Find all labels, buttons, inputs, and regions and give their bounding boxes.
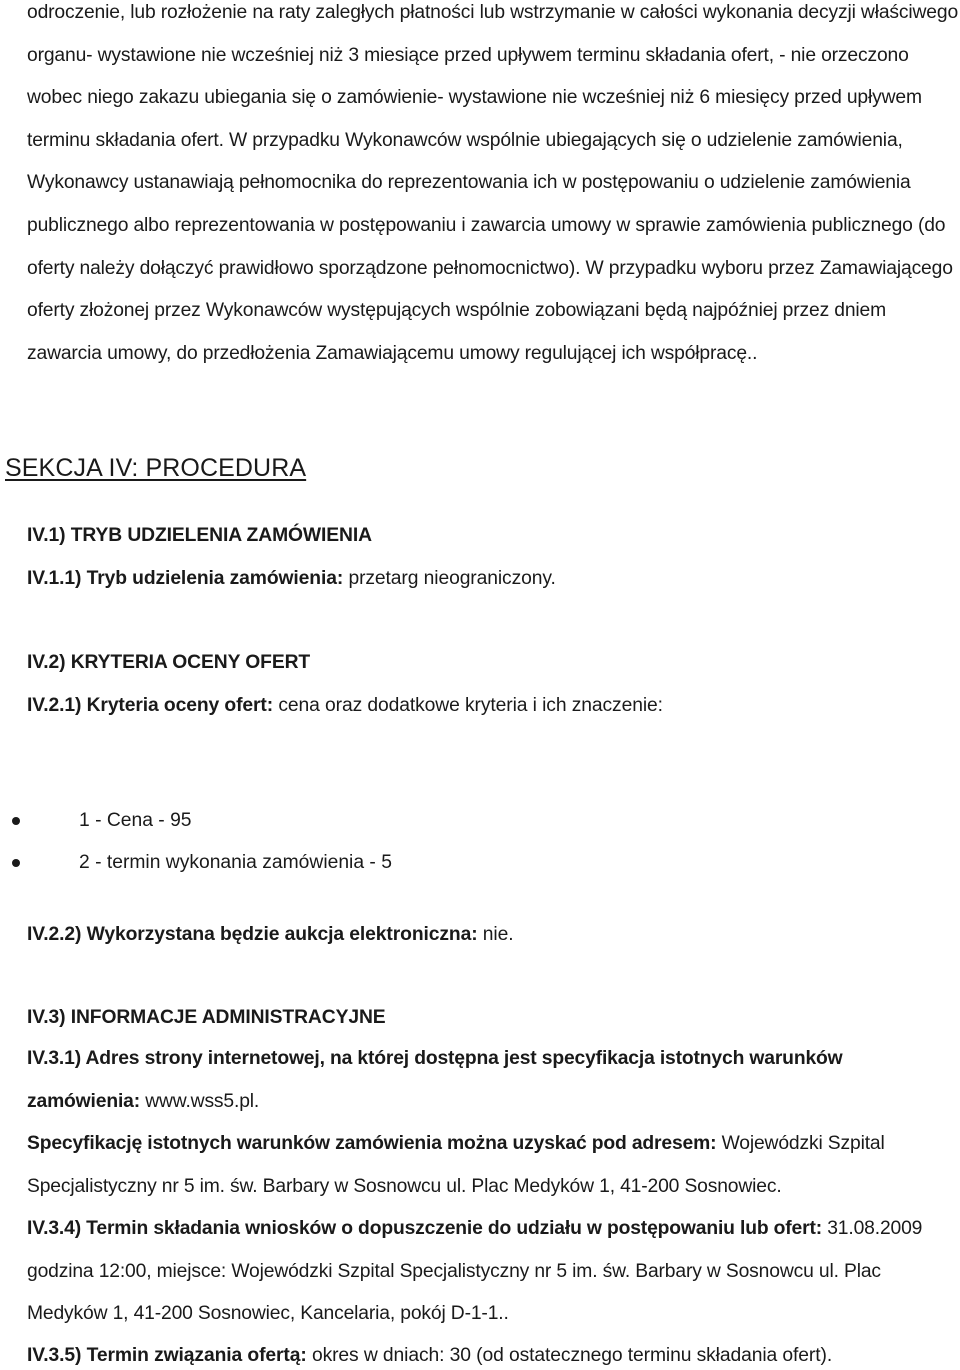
iv3-4-value: 31.08.2009 godzina 12:00, miejsce: Wojewódzki Szpital Specjalistyczny nr 5 im. św. Barbary w Sosnowcu ul. Plac Medyków 1, 41-200 Sosnowiec, Kancelaria, pokój D-1-1..	[27, 1218, 923, 1325]
iv3-heading	[27, 1004, 386, 1032]
section-title: SEKCJA IV: PROCEDURA	[5, 454, 307, 482]
list-item	[0, 842, 392, 884]
iv1-heading	[27, 522, 372, 550]
iv3-5-line	[27, 1342, 832, 1370]
iv3-4-label: IV.3.4) Termin składania wniosków o dopuszczenie do udziału w postępowaniu lub ofert:	[27, 1218, 823, 1239]
iv3-1-value: www.wss5.pl.	[140, 1090, 260, 1112]
specification-block	[27, 1123, 959, 1208]
iv1-heading-text: IV.1) TRYB UDZIELENIA ZAMÓWIENIA	[27, 525, 372, 546]
iv3-4-block	[27, 1208, 959, 1336]
iv3-5-value: okres w dniach: 30 (od ostatecznego terminu składania ofert).	[306, 1345, 833, 1366]
iv1-1-line	[27, 565, 556, 593]
criterion-text: 1 - Cena - 95	[79, 810, 192, 831]
bullet-icon	[12, 817, 20, 825]
criterion-text: 2 - termin wykonania zamówienia - 5	[79, 851, 392, 873]
specification-label: Specyfikację istotnych warunków zamówienia można uzyskać pod adresem:	[27, 1133, 717, 1154]
iv1-1-value: przetarg nieograniczony.	[343, 568, 556, 589]
iv2-heading-text: IV.2) KRYTERIA OCENY OFERT	[27, 652, 311, 673]
iv2-1-label: IV.2.1) Kryteria oceny ofert:	[27, 695, 274, 716]
criteria-list	[0, 800, 392, 883]
iv3-heading-text: IV.3) INFORMACJE ADMINISTRACYJNE	[27, 1007, 386, 1028]
iv2-2-line	[27, 921, 514, 949]
iv2-1-value: cena oraz dodatkowe kryteria i ich znaczenie:	[273, 695, 663, 716]
iv3-1-label: IV.3.1) Adres strony internetowej, na której dostępna jest specyfikacja istotnych warunków zamówienia:	[27, 1048, 843, 1112]
iv3-1-block	[27, 1038, 959, 1123]
list-item	[0, 800, 392, 842]
iv2-heading	[27, 649, 310, 677]
specification-value: Wojewódzki Szpital Specjalistyczny nr 5 im. św. Barbary w Sosnowcu ul. Plac Medyków 1, 41-200 Sosnowiec.	[27, 1133, 885, 1197]
intro-paragraph: odroczenie, lub rozłożenie na raty zaległych płatności lub wstrzymanie w całości wykonania decyzji właściwego organu- wystawione nie wcześniej niż 3 miesiące przed upływem terminu składania ofert, - nie orzeczono wobec niego zakazu ubiegania się o zamówienie- wystawione nie wcześniej niż 6 miesięcy przed upływem terminu składania ofert. W przypadku Wykonawców wspólnie ubiegających się o udzielenie zamówienia, Wykonawcy ustanawiają pełnomocnika do reprezentowania ich w postępowaniu o udzielenie zamówienia publicznego albo reprezentowania w postępowaniu i zawarcia umowy w sprawie zamówienia publicznego (do oferty należy dołączyć prawidłowo sporządzone pełnomocnictwo). W przypadku wyboru przez Zamawiającego oferty złożonej przez Wykonawców występujących wspólnie zobowiązani będą najpóźniej przez dniem zawarcia umowy, do przedłożenia Zamawiającemu umowy regulującej ich współpracę..	[27, 2, 959, 364]
iv2-2-value: nie.	[477, 924, 514, 945]
iv1-1-label: IV.1.1) Tryb udzielenia zamówienia:	[27, 568, 344, 589]
bullet-icon	[12, 859, 20, 867]
iv2-1-line	[27, 692, 663, 720]
iv3-5-label: IV.3.5) Termin związania ofertą:	[27, 1345, 307, 1366]
iv2-2-label: IV.2.2) Wykorzystana będzie aukcja elektroniczna:	[27, 924, 478, 945]
